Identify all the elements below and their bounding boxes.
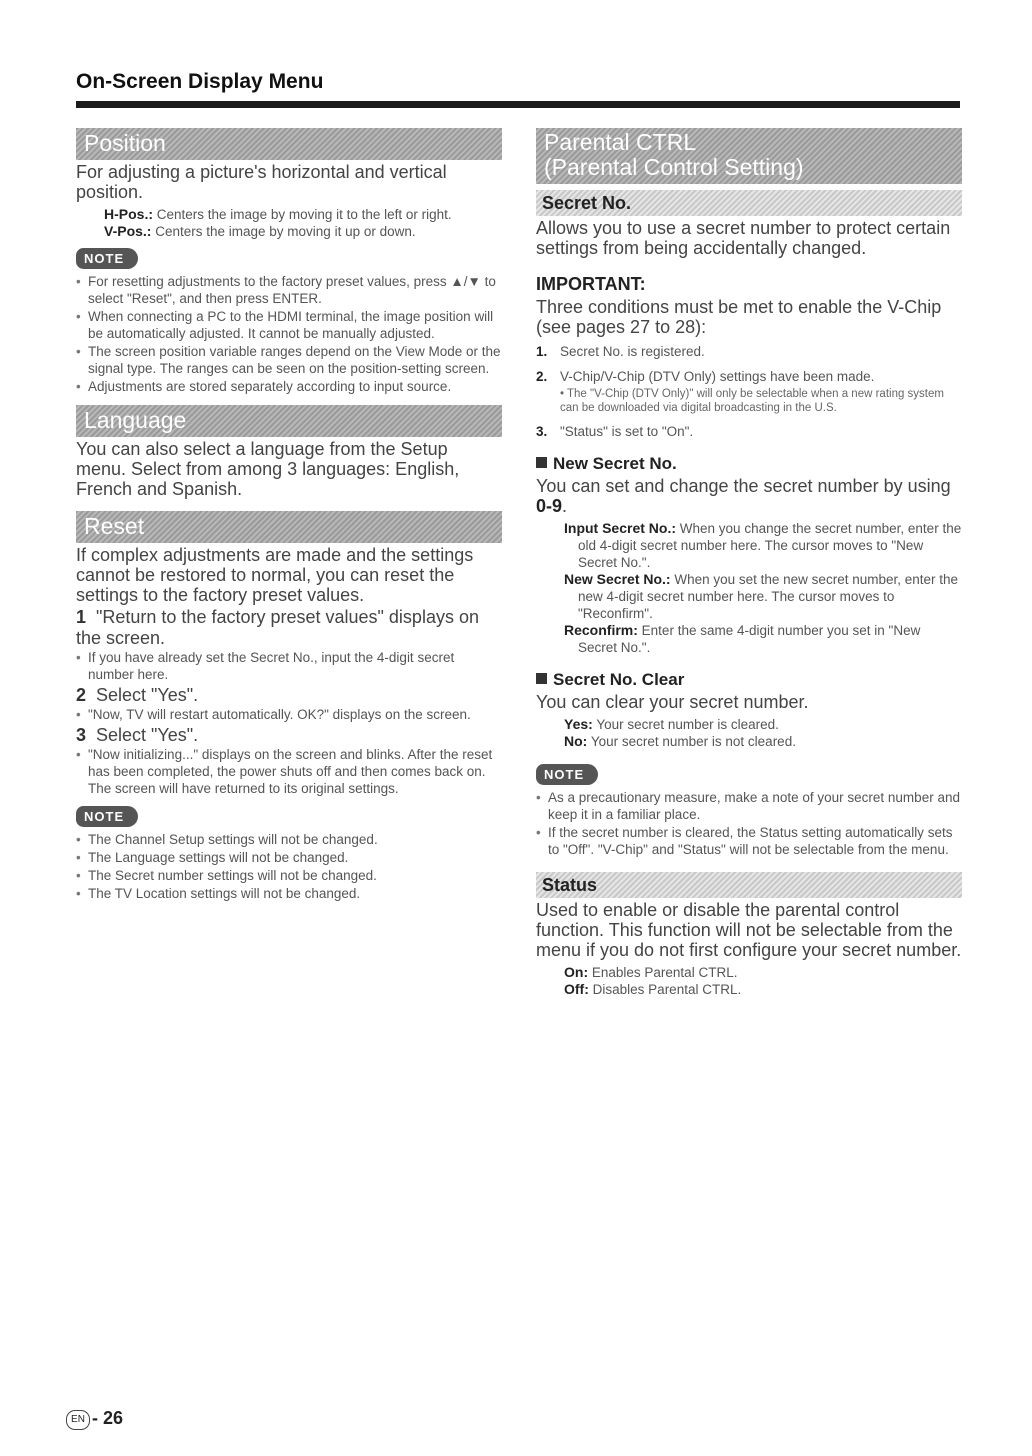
header-rule bbox=[76, 101, 960, 108]
def-row: Off: Disables Parental CTRL. bbox=[564, 981, 742, 997]
position-lead: For adjusting a picture's horizontal and vertical position. bbox=[76, 162, 447, 202]
def-row: Input Secret No.: When you change the secret number, enter the old 4-digit secret number here. The cursor moves to "New Secret No.". bbox=[564, 520, 962, 570]
parental-banner: Parental CTRL (Parental Control Setting) bbox=[536, 128, 962, 184]
note-badge: NOTE bbox=[536, 764, 598, 785]
step-note: • "Now, TV will restart automatically. OK?" displays on the screen. bbox=[76, 706, 502, 723]
square-bullet-icon bbox=[536, 673, 547, 684]
note-item: • The Secret number settings will not be changed. bbox=[76, 867, 502, 884]
status-banner: Status bbox=[536, 872, 962, 898]
note-item: • The TV Location settings will not be changed. bbox=[76, 885, 502, 902]
note-item: • If the secret number is cleared, the Status setting automatically sets to "Off". "V-Chip" and "Status" will not be selectable from the menu. bbox=[536, 824, 962, 858]
def-row: Reconfirm: Enter the same 4-digit number you set in "New Secret No.". bbox=[564, 622, 921, 655]
secret-clear-heading: Secret No. Clear bbox=[536, 670, 962, 690]
status-defs bbox=[564, 964, 962, 998]
language-lead: You can also select a language from the Setup menu. Select from among 3 languages: English, French and Spanish. bbox=[76, 439, 460, 499]
important-text: Three conditions must be met to enable the V-Chip (see pages 27 to 28): bbox=[536, 297, 942, 337]
new-secret-defs bbox=[564, 520, 962, 656]
condition-item: 2. V-Chip/V-Chip (DTV Only) settings have been made. • The "V-Chip (DTV Only)" will only be selectable when a new rating system can be downloaded via digital broadcasting in the U.S. bbox=[536, 368, 962, 415]
left-column bbox=[76, 128, 502, 903]
secret-lead: Allows you to use a secret number to protect certain settings from being accidentally changed. bbox=[536, 218, 951, 258]
step-notes bbox=[76, 706, 502, 723]
note-item: • The Channel Setup settings will not be changed. bbox=[76, 831, 502, 848]
condition-item: 3. "Status" is set to "On". bbox=[536, 424, 694, 439]
def-row: Yes: Your secret number is cleared. bbox=[564, 716, 779, 732]
condition-item: 1. Secret No. is registered. bbox=[536, 344, 705, 359]
reset-banner: Reset bbox=[76, 511, 502, 543]
page-number: EN - 26 bbox=[66, 1408, 123, 1430]
right-column bbox=[536, 128, 962, 998]
status-lead: Used to enable or disable the parental control function. This function will not be selectable from the menu if you do not first configure your secret number. bbox=[536, 900, 962, 960]
reset-step-1: 1 "Return to the factory preset values" displays on the screen. bbox=[76, 607, 479, 648]
note-item: • When connecting a PC to the HDMI terminal, the image position will be automatically adjusted. It cannot be manually adjusted. bbox=[76, 308, 502, 342]
note-badge: NOTE bbox=[76, 806, 138, 827]
condition-subnote: • The "V-Chip (DTV Only)" will only be selectable when a new rating system can be downloaded via digital broadcasting in the U.S. bbox=[560, 388, 944, 414]
def-row: H-Pos.: Centers the image by moving it to the left or right. bbox=[104, 206, 452, 222]
def-row: New Secret No.: When you set the new secret number, enter the new 4-digit secret number here. The cursor moves to "Reconfirm". bbox=[564, 571, 959, 621]
def-row: On: Enables Parental CTRL. bbox=[564, 964, 738, 980]
note-item: • The Language settings will not be changed. bbox=[76, 849, 502, 866]
step-notes bbox=[76, 746, 502, 797]
square-bullet-icon bbox=[536, 457, 547, 468]
reset-step-3: 3 Select "Yes". bbox=[76, 725, 199, 745]
clear-lead: You can clear your secret number. bbox=[536, 692, 809, 712]
language-banner: Language bbox=[76, 405, 502, 437]
note-badge: NOTE bbox=[76, 248, 138, 269]
parental-notes bbox=[536, 789, 962, 858]
step-note: • "Now initializing..." displays on the screen and blinks. After the reset has been completed, the power shuts off and then comes back on. The screen will have returned to its original settings. bbox=[76, 746, 502, 797]
language-badge-icon: EN bbox=[66, 1410, 90, 1430]
step-note: • If you have already set the Secret No., input the 4-digit secret number here. bbox=[76, 649, 502, 683]
clear-defs bbox=[564, 716, 962, 750]
important-label: IMPORTANT: bbox=[536, 274, 646, 294]
new-secret-heading: New Secret No. bbox=[536, 454, 962, 474]
position-banner: Position bbox=[76, 128, 502, 160]
conditions-list bbox=[536, 343, 962, 440]
position-notes bbox=[76, 273, 502, 395]
reset-notes bbox=[76, 831, 502, 902]
def-row: V-Pos.: Centers the image by moving it up or down. bbox=[104, 223, 416, 239]
page-title: On-Screen Display Menu bbox=[76, 70, 324, 93]
note-item: • The screen position variable ranges depend on the View Mode or the signal type. The ranges can be seen on the position-setting screen. bbox=[76, 343, 502, 377]
new-secret-lead: You can set and change the secret number by using 0-9. bbox=[536, 476, 951, 516]
note-item: • Adjustments are stored separately according to input source. bbox=[76, 378, 502, 395]
note-item: • As a precautionary measure, make a note of your secret number and keep it in a familiar place. bbox=[536, 789, 962, 823]
position-defs bbox=[104, 206, 502, 240]
reset-lead: If complex adjustments are made and the settings cannot be restored to normal, you can reset the settings to the factory preset values. bbox=[76, 545, 474, 605]
note-item: • For resetting adjustments to the factory preset values, press ▲/▼ to select "Reset", and then press ENTER. bbox=[76, 273, 502, 307]
def-row: No: Your secret number is not cleared. bbox=[564, 733, 796, 749]
secret-no-banner: Secret No. bbox=[536, 190, 962, 216]
reset-step-2: 2 Select "Yes". bbox=[76, 685, 199, 705]
step-notes bbox=[76, 649, 502, 683]
